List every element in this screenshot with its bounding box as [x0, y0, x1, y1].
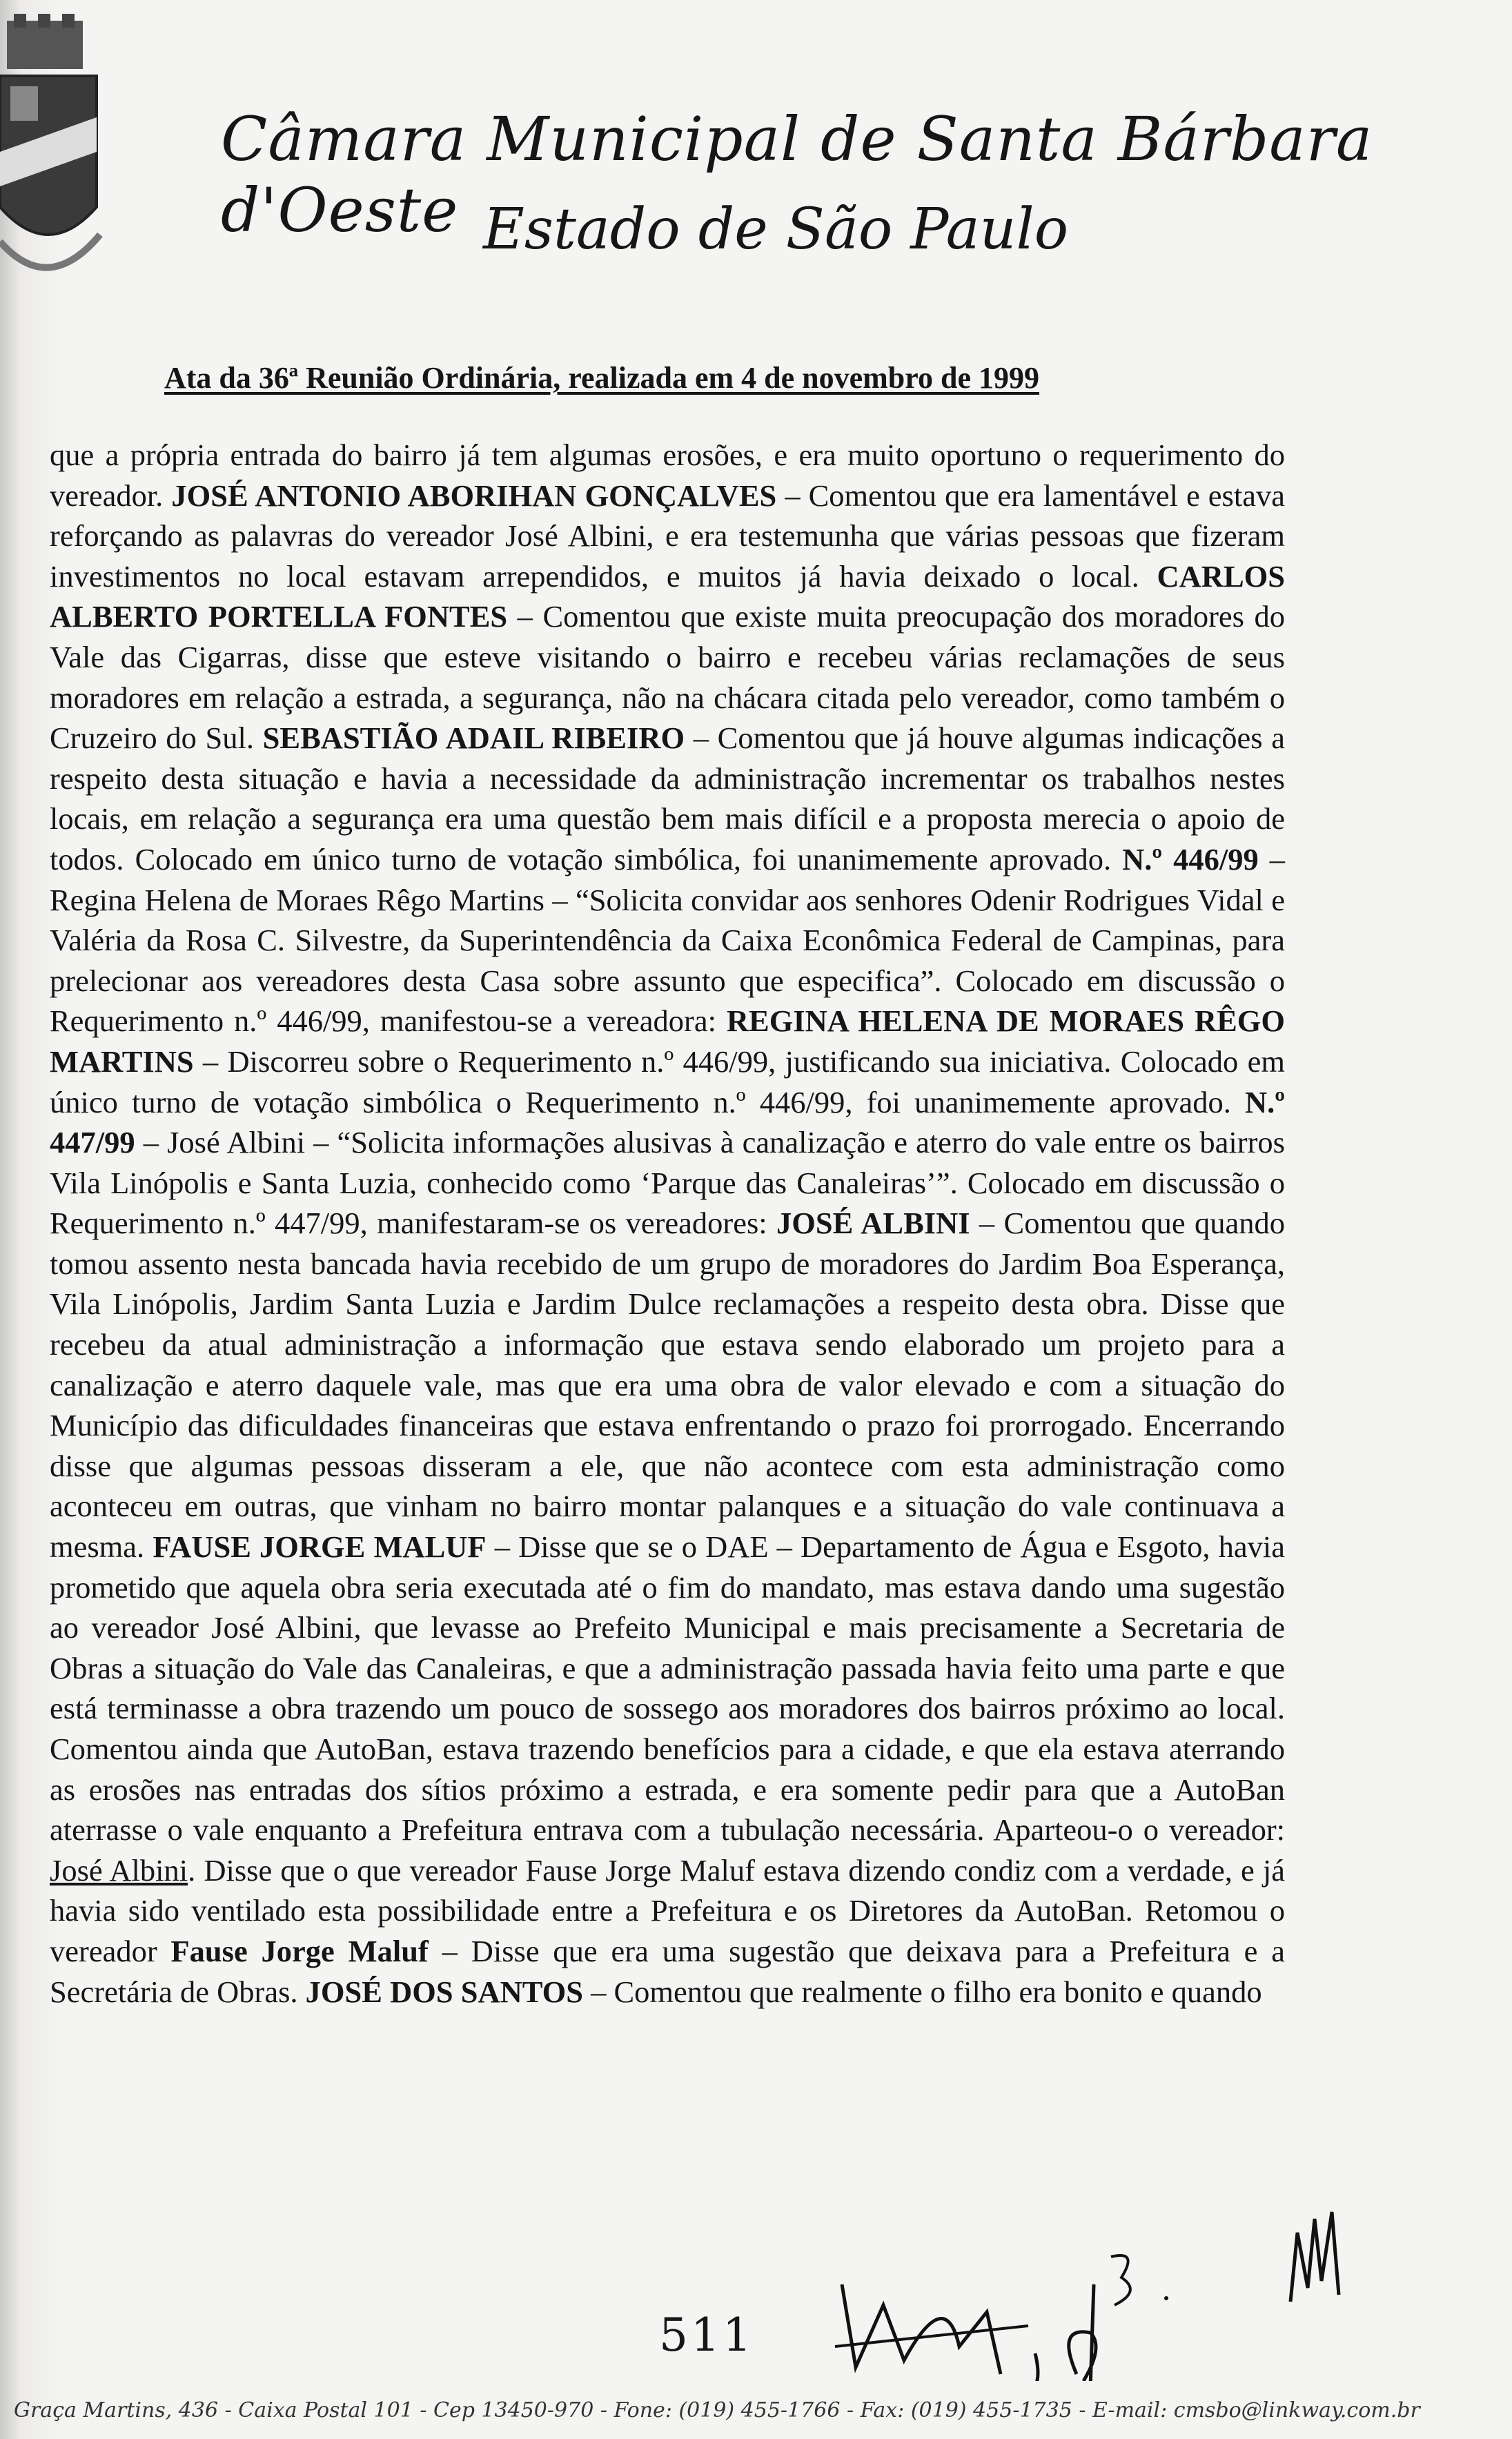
speaker-name: JOSÉ DOS SANTOS	[305, 1974, 583, 2009]
speaker-name: FAUSE JORGE MALUF	[153, 1529, 487, 1565]
document-title: Ata da 36ª Reunião Ordinária, realizada em 4 de novembro de 1999	[164, 361, 1039, 395]
body-text-segment: – Discorreu sobre o Requerimento n.º 446/99, justificando sua iniciativa. Colocado em único turno de votação simbólica o Requerimento n.º 446/99, foi unanimemente aprovado.	[50, 1044, 1285, 1119]
coat-of-arms-icon	[0, 14, 104, 304]
body-text-segment: . Disse que o que vereador Fause Jorge Maluf estava dizendo condiz com a verdade, e já havia sido ventilado esta possibilidade entre a Prefeitura e os Diretores da AutoBan. Retomou o vereador	[50, 1852, 1285, 1968]
speaker-name: REGINA HELENA DE MORAES RÊGO MARTINS	[50, 1003, 1285, 1079]
body-text-segment: – Comentou que era lamentável e estava reforçando as palavras do vereador José Albini, e era testemunha que várias pessoas que fizeram investimentos no local estavam arrependidos, e muitos já havia deixado o local.	[50, 478, 1285, 594]
page-number: 511	[659, 2309, 754, 2362]
body-text-segment: – Comentou que quando tomou assento nesta bancada havia recebido de um grupo de moradores do Jardim Boa Esperança, Vila Linópolis, Jardim Santa Luzia e Jardim Dulce reclamações a respeito desta obra. Disse que recebeu da atual administração a informação que estava sendo elaborado um projeto para a canalização e aterro daquele vale, mas que era uma obra de valor elevado e com a situação do Município das dificuldades financeiras que estava enfrentando o prazo foi prorrogado. Encerrando disse que algumas pessoas disseram a ele, que não acontece com esta administração como aconteceu em outras, que vinham no bairro montar palanques e a situação do vale continuava a mesma.	[50, 1206, 1285, 1565]
body-text-segment: – Regina Helena de Moraes Rêgo Martins – “Solicita convidar aos senhores Odenir Rodrigues Vidal e Valéria da Rosa C. Silvestre, da Superintendência da Caixa Econômica Federal de Campinas, para prelecionar aos vereadores desta Casa sobre assunto que especifica”. Colocado em discussão o Requerimento n.º 446/99, manifestou-se a vereadora:	[50, 841, 1285, 1039]
body-text-segment: – Comentou que realmente o filho era bonito e quando	[582, 1974, 1262, 2009]
body-text-segment: que a própria entrada do bairro já tem algumas erosões, e era muito oportuno o requerimento do vereador.	[50, 438, 1285, 513]
speaker-name: JOSÉ ANTONIO ABORIHAN GONÇALVES	[171, 478, 777, 513]
minutes-body	[50, 435, 1285, 2012]
request-number: N.º 447/99	[50, 1084, 1285, 1160]
header-chamber-name: Câmara Municipal de Santa Bárbara d'Oeste	[221, 104, 1373, 246]
body-text-segment: – Disse que se o DAE – Departamento de Água e Esgoto, havia prometido que aquela obra seria executada até o fim do mandato, mas estava dando uma sugestão ao vereador José Albini, que levasse ao Prefeito Municipal e mais precisamente a Secretaria de Obras a situação do Vale das Canaleiras, e que a administração passada havia feito uma parte e que está terminasse a obra trazendo um pouco de sossego aos moradores dos bairros próximo ao local. Comentou ainda que AutoBan, estava trazendo benefícios para a cidade, e que ela estava aterrando as erosões nas entradas dos sítios próximo a estrada, e era somente pedir para que a AutoBan aterrasse o vale enquanto a Prefeitura entrava com a tubulação necessária. Aparteou-o o vereador:	[50, 1529, 1285, 1848]
body-text-segment: – Comentou que existe muita preocupação dos moradores do Vale das Cigarras, disse que esteve visitando o bairro e recebeu várias reclamações de seus moradores em relação a estrada, a segurança, não na chácara citada pelo vereador, como também o Cruzeiro do Sul.	[50, 599, 1285, 756]
body-text-segment: – Disse que era uma sugestão que deixava para a Prefeitura e a Secretária de Obras.	[50, 1933, 1285, 2009]
footer-contact: Graça Martins, 436 - Caixa Postal 101 - Cep 13450-970 - Fone: (019) 455-1766 - Fax: (019) 455-1735 - E-mail: cmsbo@linkway.com.br	[14, 2398, 1420, 2422]
body-text-segment: – José Albini – “Solicita informações alusivas à canalização e aterro do vale entre os bairros Vila Linópolis e Santa Luzia, conhecido como ‘Parque das Canaleiras’”. Colocado em discussão o Requerimento n.º 447/99, manifestaram-se os vereadores:	[50, 1125, 1285, 1241]
speaker-name: SEBASTIÃO ADAIL RIBEIRO	[262, 721, 685, 756]
speaker-name: Fause Jorge Maluf	[170, 1933, 429, 1968]
minutes-paragraph	[50, 435, 1285, 2012]
header-state-name: Estado de São Paulo	[483, 197, 1069, 262]
request-number: N.º 446/99	[1122, 841, 1259, 876]
speaker-name: JOSÉ ALBINI	[776, 1206, 970, 1241]
aparte-speaker-name: José Albini	[50, 1852, 188, 1888]
body-text-segment: – Comentou que já houve algumas indicações a respeito desta situação e havia a necessidade da administração incrementar os trabalhos nestes locais, em relação a segurança era uma questão bem mais difícil e a proposta merecia o apoio de todos. Colocado em único turno de votação simbólica, foi unanimemente aprovado.	[50, 721, 1285, 876]
handwritten-signatures-icon	[828, 2243, 1380, 2381]
speaker-name: CARLOS ALBERTO PORTELLA FONTES	[50, 558, 1285, 634]
